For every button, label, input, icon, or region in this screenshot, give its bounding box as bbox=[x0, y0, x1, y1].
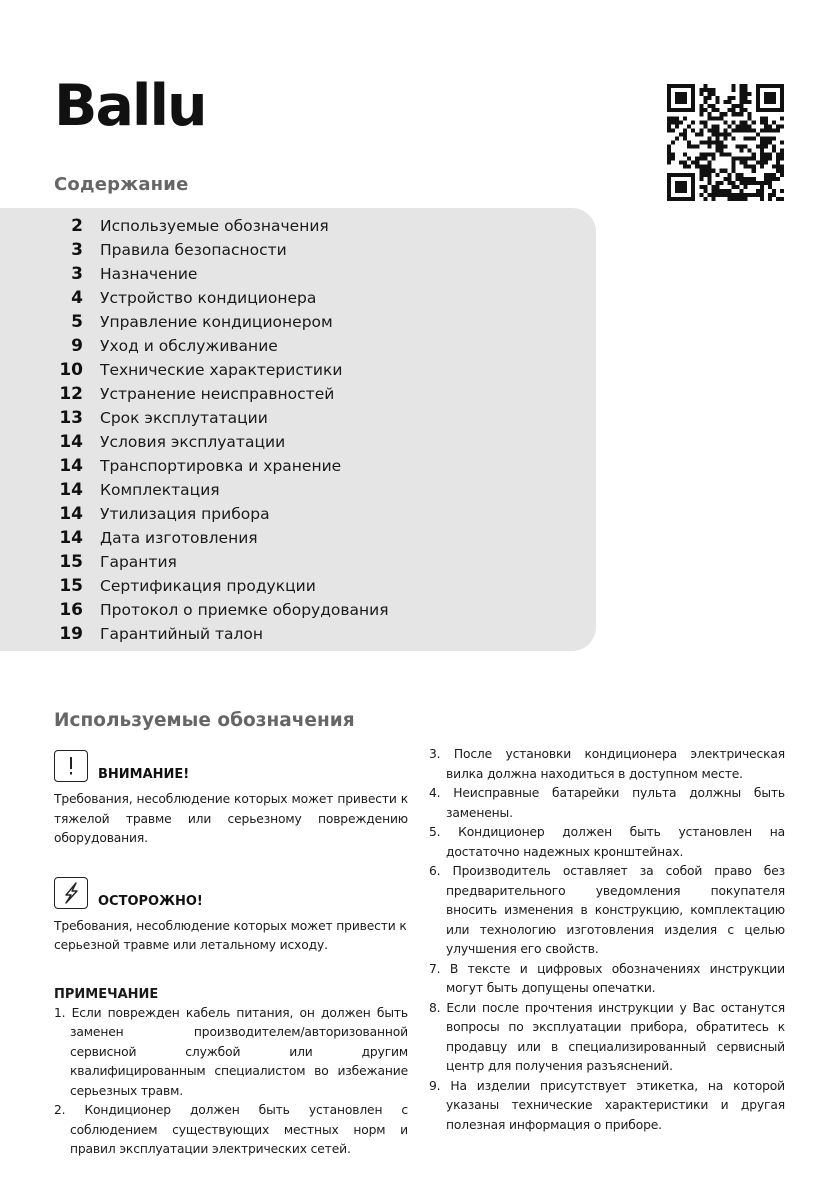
toc-item-label: Условия эксплуатации bbox=[100, 433, 286, 451]
toc-page-number: 4 bbox=[71, 288, 83, 308]
toc-item-label: Правила безопасности bbox=[100, 241, 287, 259]
attention-header bbox=[54, 748, 408, 782]
toc-item-label: Уход и обслуживание bbox=[100, 337, 278, 355]
toc-item-label: Протокол о приемке оборудования bbox=[100, 601, 389, 619]
section-title: Используемые обозначения bbox=[54, 710, 355, 731]
toc-page-number: 10 bbox=[59, 360, 83, 380]
note-item: 6. Производитель оставляет за собой право без предварительного уведомления покупателя вносить изменения в конструкцию, комплектацию или технологию изготовления изделия с целью улучшения его свойств. bbox=[429, 864, 785, 956]
note-item: 2. Кондиционер должен быть установлен с соблюдением существующих местных норм и правил эксплуатации электрических сетей. bbox=[54, 1103, 408, 1156]
toc-item-label: Транспортировка и хранение bbox=[100, 457, 342, 475]
note-item: 5. Кондиционер должен быть установлен на достаточно надежных кронштейнах. bbox=[429, 825, 785, 859]
toc-item[interactable] bbox=[0, 382, 389, 406]
toc-item[interactable] bbox=[0, 238, 389, 262]
note-list-right bbox=[429, 745, 785, 1135]
note-list-left bbox=[54, 1004, 408, 1160]
toc-item-label: Устройство кондиционера bbox=[100, 289, 317, 307]
toc-item-label: Управление кондиционером bbox=[100, 313, 333, 331]
toc-page-number: 14 bbox=[59, 504, 83, 524]
caution-header bbox=[54, 875, 408, 909]
note-item: 4. Неисправные батарейки пульта должны быть заменены. bbox=[429, 786, 785, 820]
toc-page-number: 19 bbox=[59, 624, 83, 644]
toc-page-number: 13 bbox=[59, 408, 83, 428]
toc-item[interactable] bbox=[0, 310, 389, 334]
toc-page-number: 14 bbox=[59, 480, 83, 500]
attention-text: Требования, несоблюдение которых может привести к тяжелой травме или серьезному повреждению оборудования. bbox=[54, 792, 408, 845]
qr-code-icon bbox=[667, 84, 784, 201]
toc-item-label: Устранение неисправностей bbox=[100, 385, 335, 403]
toc-item[interactable] bbox=[0, 574, 389, 598]
right-column bbox=[429, 745, 785, 1135]
note-item: 3. После установки кондиционера электрическая вилка должна находиться в доступном месте. bbox=[429, 747, 785, 781]
toc-item-label: Гарантийный талон bbox=[100, 625, 264, 643]
toc-page-number: 14 bbox=[59, 456, 83, 476]
toc-page-number: 15 bbox=[59, 576, 83, 596]
toc-item[interactable] bbox=[0, 334, 389, 358]
toc-item[interactable] bbox=[0, 286, 389, 310]
toc-item[interactable] bbox=[0, 430, 389, 454]
lightning-icon bbox=[54, 877, 88, 909]
toc-item[interactable] bbox=[0, 550, 389, 574]
caution-title: ОСТОРОЖНО! bbox=[98, 893, 203, 909]
toc-item[interactable] bbox=[0, 454, 389, 478]
toc-page-number: 5 bbox=[71, 312, 83, 332]
toc-item-label: Гарантия bbox=[100, 553, 177, 571]
toc-title: Содержание bbox=[54, 174, 189, 195]
note-item: 8. Если после прочтения инструкции у Вас останутся вопросы по эксплуатации прибора, обратитесь к продавцу или в специализированный сервисный центр для получения разъяснений. bbox=[429, 1000, 785, 1073]
toc-page-number: 14 bbox=[59, 528, 83, 548]
toc-item[interactable] bbox=[0, 262, 389, 286]
toc-item-label: Используемые обозначения bbox=[100, 217, 329, 235]
note-title: ПРИМЕЧАНИЕ bbox=[54, 986, 159, 1002]
toc-item-label: Технические характеристики bbox=[100, 361, 343, 379]
toc-page-number: 3 bbox=[71, 240, 83, 260]
left-column bbox=[54, 748, 408, 1160]
note-item: 1. Если поврежден кабель питания, он должен быть заменен производителем/авторизованной сервисной службой или другим квалифицированным специалистом во избежание серьезных травм. bbox=[54, 1005, 408, 1098]
toc-page-number: 12 bbox=[59, 384, 83, 404]
toc-item-label: Дата изготовления bbox=[100, 529, 258, 547]
toc-item[interactable] bbox=[0, 622, 389, 646]
toc-item[interactable] bbox=[0, 502, 389, 526]
toc-item[interactable] bbox=[0, 358, 389, 382]
toc-page-number: 9 bbox=[71, 336, 83, 356]
toc-item-label: Комплектация bbox=[100, 481, 220, 499]
toc-item-label: Назначение bbox=[100, 265, 198, 283]
toc-item[interactable] bbox=[0, 598, 389, 622]
toc-item-label: Срок эксплутатации bbox=[100, 409, 268, 427]
attention-title: ВНИМАНИЕ! bbox=[98, 767, 190, 782]
toc-item[interactable] bbox=[0, 526, 389, 550]
toc-item-label: Сертификация продукции bbox=[100, 577, 316, 595]
exclamation-icon bbox=[54, 750, 88, 782]
toc-page-number: 14 bbox=[59, 432, 83, 452]
toc-item[interactable] bbox=[0, 214, 389, 238]
toc-item-label: Утилизация прибора bbox=[100, 505, 270, 523]
caution-text: Требования, несоблюдение которых может привести к серьезной травме или летальному исходу. bbox=[54, 918, 407, 952]
toc-page-number: 16 bbox=[59, 600, 83, 620]
brand-logo: Ballu bbox=[54, 73, 206, 139]
toc-item[interactable] bbox=[0, 406, 389, 430]
toc-list bbox=[0, 214, 389, 646]
toc-item[interactable] bbox=[0, 478, 389, 502]
toc-page-number: 2 bbox=[71, 216, 83, 236]
note-item: 7. В тексте и цифровых обозначениях инструкции могут быть допущены опечатки. bbox=[429, 961, 785, 995]
toc-page-number: 3 bbox=[71, 264, 83, 284]
note-item: 9. На изделии присутствует этикетка, на которой указаны технические характеристики и другая полезная информация о приборе. bbox=[429, 1078, 785, 1132]
toc-page-number: 15 bbox=[59, 552, 83, 572]
